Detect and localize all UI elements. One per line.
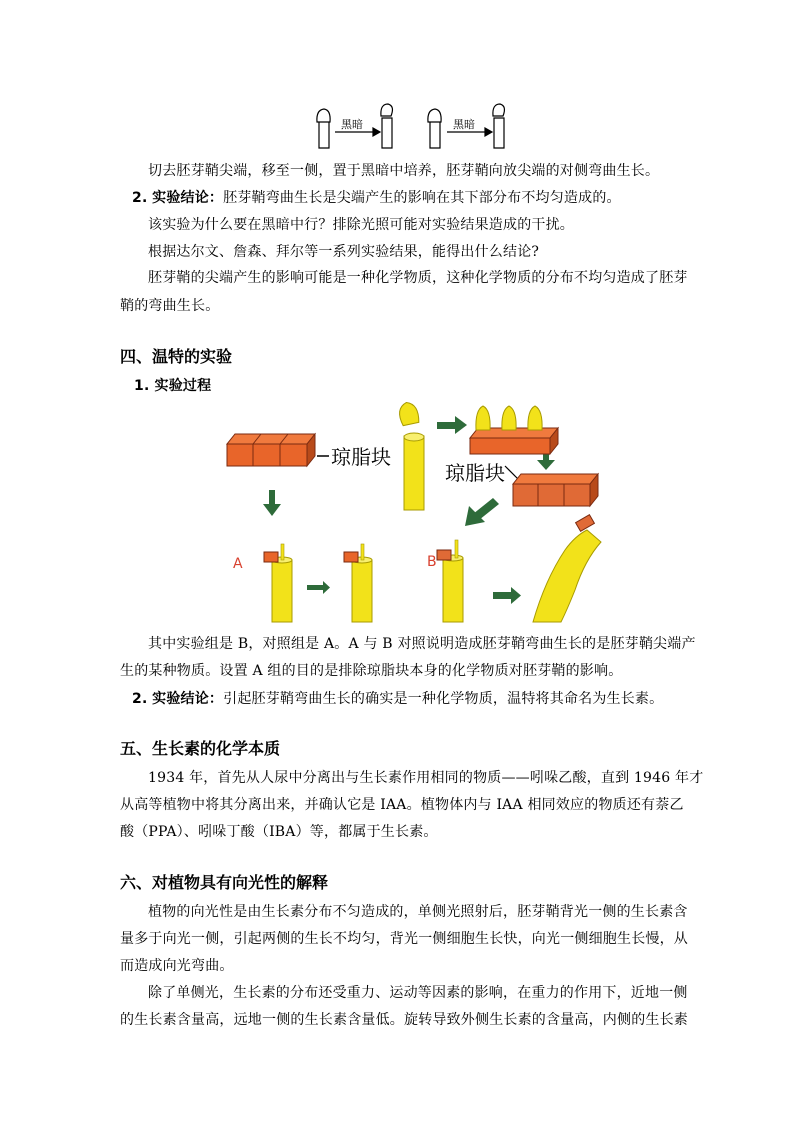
section-5-line-3: 酸（PPA）、吲哚丁酸（IBA）等，都属于生长素。 (120, 824, 438, 840)
section-4-conclusion-text: 引起胚芽鞘弯曲生长的确实是一种化学物质，温特将其命名为生长素。 (223, 691, 664, 707)
went-experiment-figure (215, 400, 615, 622)
dark-experiment-figure (300, 98, 530, 150)
agar-label-2: 琼脂块 (445, 461, 505, 485)
paragraph-chemical-1: 胚芽鞘的尖端产生的影响可能是一种化学物质，这种化学物质的分布不均匀造成了胚芽 (148, 270, 688, 286)
section-6-line-3: 而造成向光弯曲。 (120, 958, 234, 974)
section-5-line-1: 1934 年，首先从人尿中分离出与生长素作用相同的物质——吲哚乙酸，直到 1946 年才 (148, 770, 704, 786)
section-6-line-1: 植物的向光性是由生长素分布不匀造成的，单侧光照射后，胚芽鞘背光一侧的生长素含 (148, 904, 688, 920)
section-6-title: 六、对植物具有向光性的解释 (120, 873, 329, 892)
agar-label-1: 琼脂块 (331, 445, 391, 469)
question-dark-reason: 该实验为什么要在黑暗中行？排除光照可能对实验结果造成的干扰。 (148, 217, 574, 233)
question-conclusion: 根据达尔文、詹森、拜尔等一系列实验结果，能得出什么结论? (148, 244, 540, 260)
section-4-step-1: 1. 实验过程 (134, 378, 212, 394)
dark-label-2: 黑暗 (453, 118, 475, 131)
paragraph-groups-2: 生的某种物质。设置 A 组的目的是排除琼脂块本身的化学物质对胚芽鞘的影响。 (120, 663, 623, 679)
conclusion-2-label: 实验结论： (152, 190, 224, 206)
dark-label-1: 黑暗 (341, 118, 363, 131)
section-5-line-2: 从高等植物中将其分离出来，并确认它是 IAA。植物体内与 IAA 相同效应的物质还有萘乙 (120, 797, 684, 813)
conclusion-2-text: 胚芽鞘弯曲生长是尖端产生的影响在其下部分布不均匀造成的。 (223, 190, 621, 206)
paragraph-chemical-2: 鞘的弯曲生长。 (120, 298, 220, 314)
section-4-title: 四、温特的实验 (120, 347, 233, 366)
section-4-conclusion (132, 689, 663, 709)
paragraph-groups-1: 其中实验组是 B，对照组是 A。A 与 B 对照说明造成胚芽鞘弯曲生长的是胚芽鞘尖端产 (148, 636, 696, 652)
section-4-conclusion-label: 实验结论： (152, 691, 224, 707)
section-4-conclusion-num: 2. (132, 691, 148, 707)
section-6-line-5: 的生长素含量高，远地一侧的生长素含量低。旋转导致外侧生长素的含量高，内侧的生长素 (120, 1012, 688, 1028)
label-b: B (427, 554, 437, 570)
section-6-line-4: 除了单侧光，生长素的分布还受重力、运动等因素的影响，在重力的作用下，近地一侧 (148, 985, 688, 1001)
section-6-line-2: 量多于向光一侧，引起两侧的生长不均匀，背光一侧细胞生长快，向光一侧细胞生长慢，从 (120, 931, 688, 947)
section-5-title: 五、生长素的化学本质 (120, 739, 281, 758)
label-a: A (233, 556, 243, 572)
conclusion-2-line (132, 188, 621, 208)
paragraph-cut-tip: 切去胚芽鞘尖端，移至一侧，置于黑暗中培养，胚芽鞘向放尖端的对侧弯曲生长。 (148, 163, 660, 179)
conclusion-2-num: 2. (132, 190, 148, 206)
